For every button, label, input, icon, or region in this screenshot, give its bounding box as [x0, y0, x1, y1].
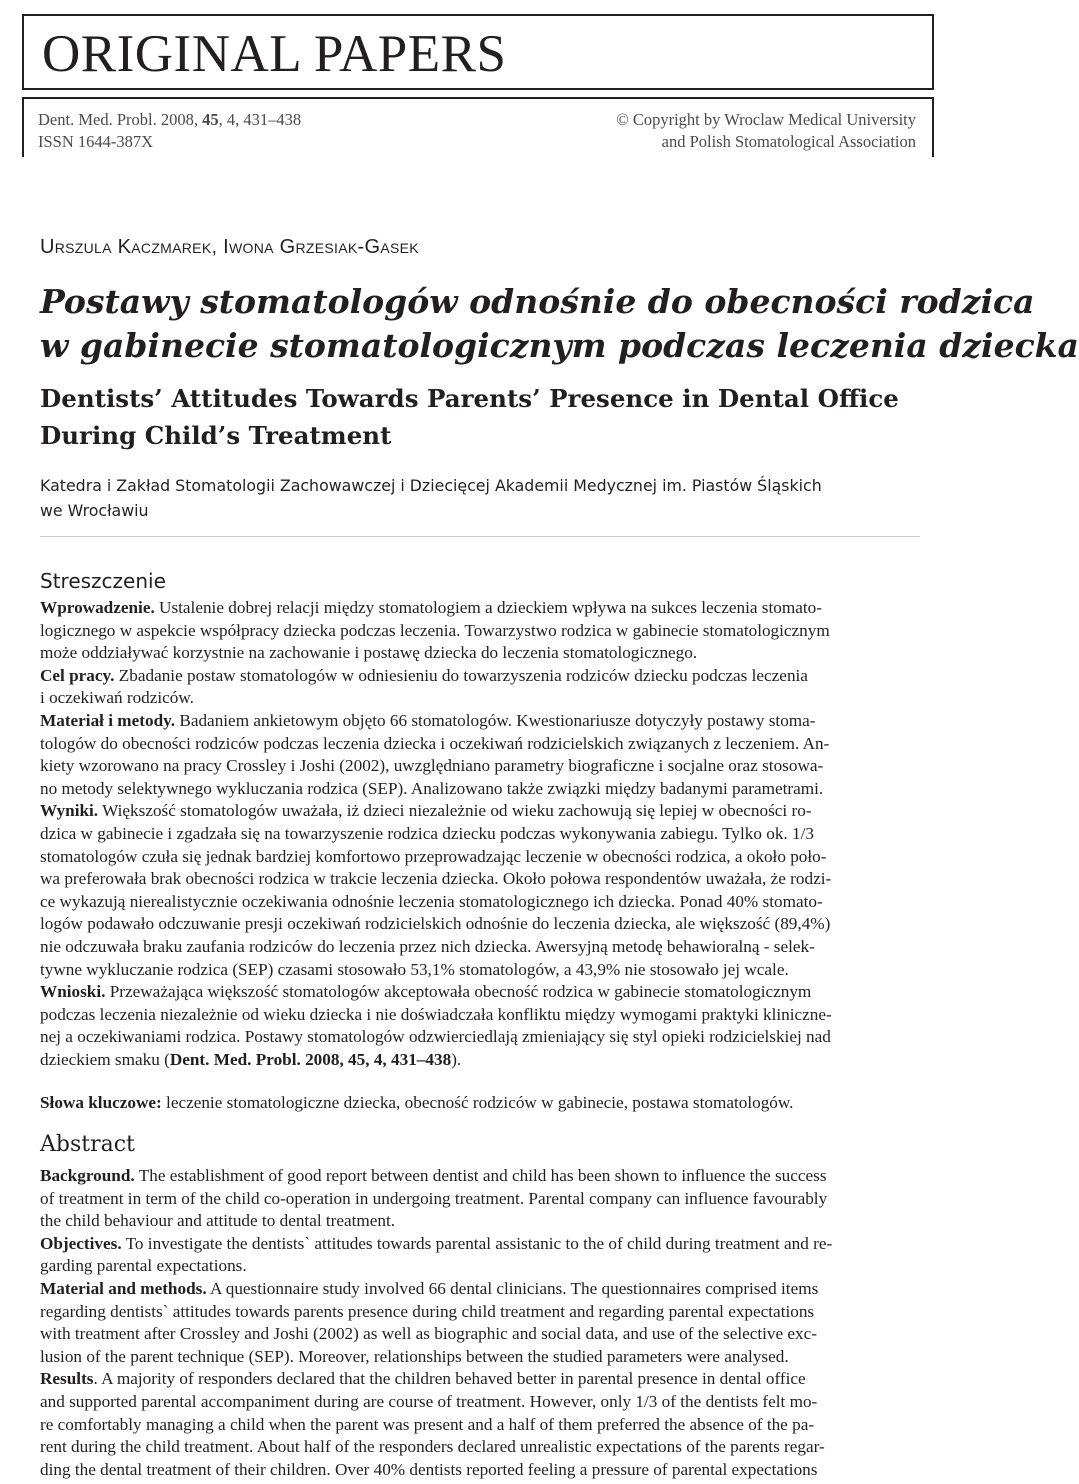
bold-run: Background.: [40, 1166, 135, 1185]
bold-run: Materiał i metody.: [40, 710, 176, 730]
abstract-heading: Abstract: [40, 1132, 135, 1157]
text-run: garding parental expectations.: [40, 1256, 247, 1276]
bold-run: Wnioski.: [40, 982, 106, 1002]
text-run: Przeważająca większość stomatologów akceptowała obecność rodzica w gabinecie stomatologicznym: [105, 982, 812, 1002]
text-run: i oczekiwań rodziców.: [40, 688, 194, 708]
bold-run: Wyniki.: [40, 801, 99, 821]
text-line: [40, 1210, 952, 1233]
affiliation-line: we Wrocławiu: [40, 501, 149, 520]
affiliation-line: Katedra i Zakład Stomatologii Zachowawczej i Dziecięcej Akademii Medycznej im. Piastów Śląskich: [40, 476, 822, 495]
text-run: ).: [451, 1049, 462, 1069]
text-run: leczenie stomatologiczne dziecka, obecność rodziców w gabinecie, postawa stomatologów.: [161, 1093, 794, 1112]
citation-line: [38, 131, 301, 153]
text-run: regarding dentists` attitudes towards parents presence during child treatment and regarding parental expectations: [40, 1301, 815, 1321]
text-line: [40, 778, 952, 801]
copyright-notice: [616, 109, 916, 153]
text-line: [40, 823, 952, 846]
bold-run: Objectives.: [40, 1233, 122, 1253]
text-run: and supported parental accompaniment during are course of treatment. However, only 1/3 of the dentists felt mo-: [40, 1391, 818, 1411]
divider: [40, 536, 920, 537]
section-banner: [22, 14, 934, 90]
text-line: [40, 936, 952, 959]
text-line: [40, 733, 952, 756]
text-run: logicznego w aspekcie współpracy dziecka podczas leczenia. Towarzystwo rodzica w gabinecie stomatologicznym: [40, 620, 830, 640]
text-line: [40, 846, 952, 869]
text-run: tywne wykluczanie rodzica (SEP) czasami stosowało 53,1% stomatologów, a 43,9% nie stosowało jej wcale.: [40, 959, 789, 979]
keywords: [40, 1092, 952, 1115]
text-run: nie odczuwała braku zaufania rodziców do leczenia przez nich dziecka. Awersyjną metodę behawioralną - selek-: [40, 936, 815, 956]
text-run: stomatologów czuła się jednak bardziej komfortowo przeprowadzając leczenie w obecności rodzica, a około poło-: [40, 846, 827, 866]
copyright-line: © Copyright by Wroclaw Medical University: [616, 110, 916, 129]
text-run: rent during the child treatment. About half of the responders declared unrealistic expectations of the parents regar-: [40, 1437, 825, 1457]
text-run: lusion of the parent technique (SEP). Moreover, relationships between the studied parameters were analysed.: [40, 1346, 789, 1366]
copyright-line: and Polish Stomatological Association: [661, 132, 916, 151]
text-run: , 4, 431–438: [218, 110, 302, 129]
text-line: [40, 800, 952, 823]
text-run: ding the dental treatment of their children. Over 40% dentists reported feeling a pressure of parental expectations: [40, 1459, 818, 1479]
text-line: [40, 1188, 952, 1211]
bold-run: Słowa kluczowe:: [40, 1093, 162, 1112]
text-line: [40, 981, 952, 1004]
text-line: [40, 1346, 952, 1369]
text-line: [40, 687, 952, 710]
text-run: kiety wzorowano na pracy Crossley i Joshi (2002), uwzględniano parametry biograficzne i socjalne oraz stosowa-: [40, 756, 824, 776]
text-run: Dent. Med. Probl. 2008,: [38, 110, 203, 129]
section-title: ORIGINAL PAPERS: [42, 25, 507, 83]
text-run: the child behaviour and attitude to dental treatment.: [40, 1211, 396, 1231]
bold-run: Dent. Med. Probl. 2008, 45, 4, 431–438: [169, 1049, 452, 1069]
text-line: [40, 1004, 952, 1027]
citation-line: [38, 109, 301, 131]
text-line: [40, 1233, 952, 1256]
text-run: logów podawało odczuwanie presji oczekiwań rodzicielskich odnośnie do leczenia dziecka, ale większość (89,4%): [40, 914, 831, 934]
article-title-polish: [40, 280, 1079, 368]
journal-citation: [38, 109, 301, 153]
authors: Urszula Kaczmarek, Iwona Grzesiak-Gasek: [40, 236, 419, 258]
text-run: of treatment in term of the child co-operation in undergoing treatment. Parental company can influence favourably: [40, 1188, 828, 1208]
text-run: dzica w gabinecie i zgadzała się na towarzyszenie rodzica dziecku podczas wykonywania zabiegu. Tylko ok. 1/3: [40, 823, 814, 843]
text-run: re comfortably managing a child when the parent was present and a half of them preferred the absence of the pa-: [40, 1414, 815, 1434]
text-line: [40, 1436, 952, 1459]
text-run: podczas leczenia niezależnie od wieku dziecka i nie doświadczała konfliktu między wymogami praktyki kliniczne-: [40, 1004, 832, 1024]
text-line: [40, 642, 952, 665]
text-line: [40, 597, 952, 620]
text-run: wa preferowała brak obecności rodzica w trakcie leczenia dziecka. Około połowa respondentów uważała, że rodzi-: [40, 869, 832, 889]
text-line: [40, 1414, 952, 1437]
text-line: [40, 1301, 952, 1324]
text-line: [40, 1049, 952, 1072]
bold-run: Results: [40, 1369, 94, 1389]
text-line: [40, 620, 952, 643]
bold-run: Wprowadzenie.: [40, 598, 155, 617]
text-run: ce wykazują nierealistycznie oczekiwania odnośnie leczenia stomatologicznego ich dziecka. Ponad 40% stomato-: [40, 891, 823, 911]
article-title-english: [40, 380, 940, 454]
text-line: [40, 868, 952, 891]
text-run: nej a oczekiwaniami rodzica. Postawy stomatologów odzwierciedlają zmieniający się styl opieki rodzicielskiej nad: [40, 1027, 831, 1047]
title-line: During Child’s Treatment: [40, 421, 392, 450]
text-line: [40, 1368, 952, 1391]
text-line: [40, 665, 952, 688]
abstract-body: [40, 1165, 952, 1481]
text-line: [40, 710, 952, 733]
text-run: tologów do obecności rodziców podczas leczenia dziecka i oczekiwań rodzicielskich związanych z leczeniem. An-: [40, 733, 830, 753]
text-run: Większość stomatologów uważała, iż dzieci niezależnie od wieku zachowują się lepiej w obecności ro-: [98, 801, 812, 821]
text-run: dzieckiem smaku (: [40, 1049, 170, 1069]
text-line: [40, 1092, 952, 1115]
text-line: [40, 913, 952, 936]
bold-run: 45: [202, 110, 219, 129]
publication-info-box: [22, 97, 934, 157]
affiliation: [40, 473, 930, 523]
text-line: [40, 755, 952, 778]
text-line: [40, 1165, 952, 1188]
bold-run: Cel pracy.: [40, 665, 115, 685]
text-run: Ustalenie dobrej relacji między stomatologiem a dzieckiem wpływa na sukces leczenia stomato-: [154, 598, 822, 617]
text-run: To investigate the dentists` attitudes towards parental assistanic to the of child during treatment and re-: [121, 1233, 833, 1253]
text-run: Zbadanie postaw stomatologów w odniesieniu do towarzyszenia rodziców dziecku podczas leczenia: [114, 665, 808, 685]
text-run: with treatment after Crossley and Joshi (2002) as well as biographic and social data, and use of the selective exc-: [40, 1324, 818, 1344]
text-run: . A majority of responders declared that the children behaved better in parental presence in dental office: [93, 1369, 806, 1389]
text-run: The establishment of good report between dentist and child has been shown to influence the success: [134, 1166, 827, 1185]
text-run: no metody selektywnego wykluczania rodzica (SEP). Analizowano także związki między badanymi parametrami.: [40, 778, 824, 798]
bold-run: Material and methods.: [40, 1278, 207, 1298]
text-line: [40, 1026, 952, 1049]
text-line: [40, 1459, 952, 1482]
text-line: [40, 959, 952, 982]
text-run: A questionnaire study involved 66 dental clinicians. The questionnaires comprised items: [206, 1278, 819, 1298]
text-line: [40, 1278, 952, 1301]
text-run: Badaniem ankietowym objęto 66 stomatologów. Kwestionariusze dotyczyły postawy stoma-: [175, 710, 816, 730]
text-line: [40, 1391, 952, 1414]
title-line: Dentists’ Attitudes Towards Parents’ Presence in Dental Office: [40, 384, 899, 413]
streszczenie-heading: Streszczenie: [40, 569, 166, 593]
text-run: może oddziaływać korzystnie na zachowanie i postawę dziecka do leczenia stomatologicznego.: [40, 643, 698, 663]
text-run: ISSN 1644-387X: [38, 132, 154, 151]
streszczenie-body: [40, 597, 952, 1071]
title-line: Postawy stomatologów odnośnie do obecności rodzica: [40, 282, 1035, 321]
text-line: [40, 891, 952, 914]
text-line: [40, 1255, 952, 1278]
text-line: [40, 1323, 952, 1346]
title-line: w gabinecie stomatologicznym podczas leczenia dziecka: [40, 326, 1079, 365]
